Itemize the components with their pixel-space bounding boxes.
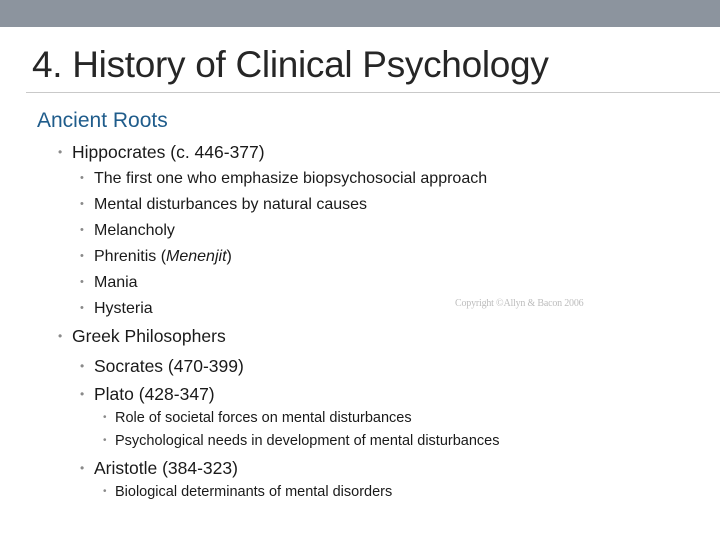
copyright-watermark: Copyright ©Allyn & Bacon 2006 bbox=[455, 298, 584, 309]
bullet-text: Greek Philosophers bbox=[72, 326, 226, 346]
title-divider bbox=[26, 92, 720, 93]
bullet-icon: • bbox=[103, 486, 107, 497]
bullet-item bbox=[80, 274, 138, 292]
bullet-item bbox=[80, 170, 487, 188]
bullet-item bbox=[103, 433, 499, 449]
bullet-item bbox=[80, 384, 215, 405]
bullet-item bbox=[103, 484, 392, 500]
bullet-icon: • bbox=[103, 412, 107, 423]
bullet-text: Hippocrates (c. 446-377) bbox=[72, 142, 265, 162]
bullet-icon: • bbox=[80, 302, 84, 314]
bullet-item bbox=[80, 458, 238, 479]
bullet-text: Hysteria bbox=[94, 300, 153, 317]
bullet-icon: • bbox=[80, 359, 85, 373]
bullet-item bbox=[80, 248, 232, 266]
bullet-item bbox=[80, 356, 244, 377]
bullet-text: The first one who emphasize biopsychosocial approach bbox=[94, 170, 488, 187]
bullet-icon: • bbox=[80, 276, 84, 288]
top-bar bbox=[0, 0, 720, 27]
bullet-icon: • bbox=[58, 145, 63, 159]
bullet-text: Psychological needs in development of mental disturbances bbox=[115, 433, 500, 449]
bullet-item bbox=[80, 222, 175, 240]
bullet-icon: • bbox=[80, 461, 85, 475]
bullet-item bbox=[80, 300, 153, 318]
bullet-icon: • bbox=[80, 224, 84, 236]
bullet-text: Phrenitis ( bbox=[94, 248, 167, 265]
bullet-text-italic: Menenjit bbox=[166, 248, 227, 265]
bullet-icon: • bbox=[80, 387, 85, 401]
bullet-item bbox=[58, 326, 226, 347]
slide-title: 4. History of Clinical Psychology bbox=[32, 44, 549, 85]
bullet-text: Melancholy bbox=[94, 222, 175, 239]
bullet-item bbox=[80, 196, 367, 214]
bullet-text: Aristotle (384-323) bbox=[94, 458, 238, 478]
bullet-text: Role of societal forces on mental disturbances bbox=[115, 410, 412, 426]
bullet-item bbox=[103, 410, 412, 426]
bullet-text: Mental disturbances by natural causes bbox=[94, 196, 368, 213]
bullet-text: Biological determinants of mental disorders bbox=[115, 484, 393, 500]
bullet-text: Socrates (470-399) bbox=[94, 356, 244, 376]
bullet-text: Plato (428-347) bbox=[94, 384, 215, 404]
bullet-icon: • bbox=[80, 172, 84, 184]
bullet-icon: • bbox=[80, 250, 84, 262]
bullet-text: Mania bbox=[94, 274, 138, 291]
bullet-text: ) bbox=[226, 248, 232, 265]
bullet-icon: • bbox=[80, 198, 84, 210]
bullet-icon: • bbox=[58, 329, 63, 343]
section-heading: Ancient Roots bbox=[37, 109, 168, 132]
bullet-item bbox=[58, 142, 265, 163]
bullet-icon: • bbox=[103, 435, 107, 446]
